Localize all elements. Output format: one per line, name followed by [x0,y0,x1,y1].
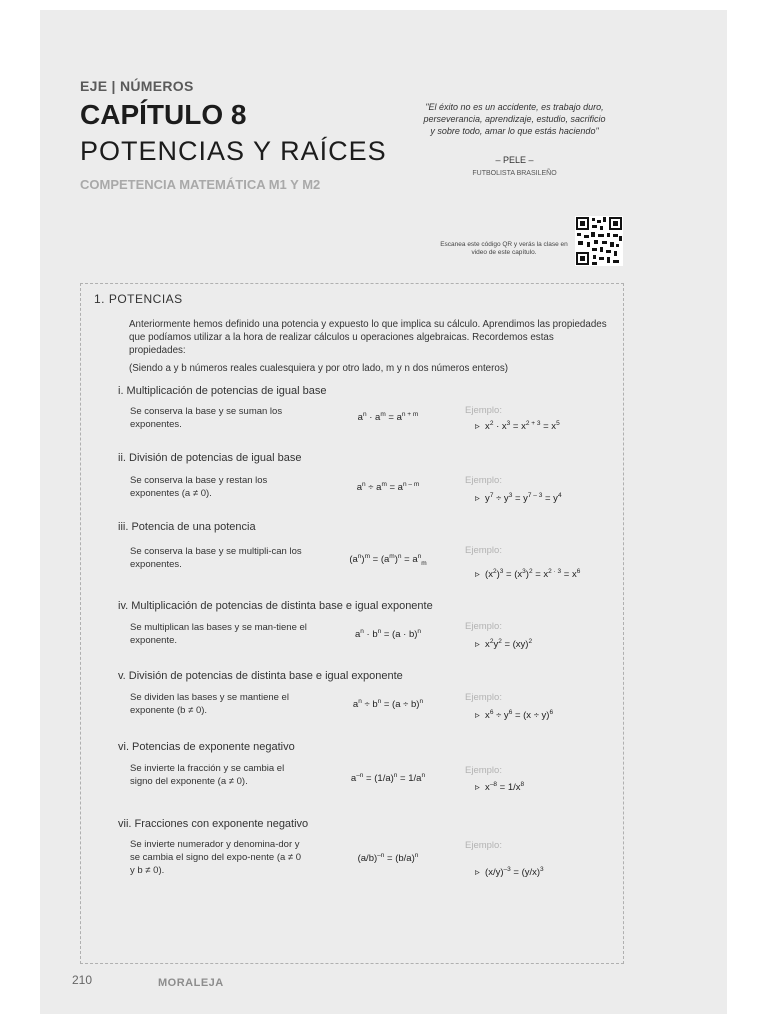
quote-author: – PELE – [495,155,534,165]
example-formula: ▹ $x^6 \div y^6 = (x \div y)^6$ [475,709,554,722]
example-label: Ejemplo: [465,475,502,486]
rule-description: Se dividen las bases y se mantiene el exponente (b ≠ 0). [130,692,289,716]
example-label: Ejemplo: [465,621,502,632]
qr-caption: Escanea este código QR y verás la clase en video de este capítulo. [440,241,568,256]
rule-formula: $a^n \cdot b^n = (a \cdot b)^n$ [354,628,422,641]
rule-description: Se invierte la fracción y se cambia el signo del exponente (a ≠ 0). [130,763,285,787]
example-formula: ▹ $(x/y)^{-3} = (y/x)^3$ [475,866,544,879]
rule-formula: $a^n \cdot a^m = a^{n + m}$ [357,411,419,424]
rule-title: v. División de potencias de distinta base e igual exponente [118,670,403,682]
example-formula: ▹ $(x^2)^3 = (x^3)^2 = x^{2 \cdot 3} = x^6$ [475,568,581,581]
rule-title: vi. Potencias de exponente negativo [118,741,295,753]
example-label: Ejemplo: [465,840,502,851]
rule-formula: $(a/b)^{-n} = (b/a)^n$ [357,852,419,865]
rule-description: Se conserva la base y se multipli-can los exponentes. [130,546,302,570]
rule-formula: $a^n \div b^n = (a \div b)^n$ [352,698,424,711]
rule-title: vii. Fracciones con exponente negativo [118,818,309,830]
example-label: Ejemplo: [465,545,502,556]
quote-text: "El éxito no es un accidente, es trabajo duro, perseverancia, aprendizaje, estudio, sacrificio y sobre todo, amar lo que estás haciendo" [423,102,606,136]
rule-title: ii. División de potencias de igual base [118,452,302,464]
rule-formula: $a^n \div a^m = a^{n - m}$ [356,481,420,494]
rule-title: iii. Potencia de una potencia [118,521,256,533]
rule-formula: $(a^n)^m = (a^m)^n = a^n_m$ [349,553,427,568]
rule-description: Se conserva la base y se suman los exponentes. [130,406,283,430]
example-label: Ejemplo: [465,765,502,776]
chapter-subtitle: POTENCIAS Y RAÍCES [80,136,387,166]
rule-description: Se conserva la base y restan los exponentes (a ≠ 0). [130,475,268,499]
rule-title: i. Multiplicación de potencias de igual base [118,385,327,397]
qr-code-icon[interactable] [575,216,623,266]
publisher-logo: MORALEJA [158,977,224,989]
example-formula: ▹ $x^2y^2 = (xy)^2$ [475,638,533,651]
section-title: 1. POTENCIAS [94,292,183,306]
section-note: (Siendo a y b números reales cualesquiera y por otro lado, m y n dos números enteros) [129,363,509,374]
section-intro: Anteriormente hemos definido una potencia y expuesto lo que implica su cálculo. Aprendimos las propiedades que podíamos utilizar a la hora de realizar cálculos u operaciones algebraicas. Recordemos estas propiedades: [129,319,607,356]
rule-description: Se invierte numerador y denomina-dor y se cambia el signo del expo-nente (a ≠ 0 y b ≠ 0). [130,839,302,876]
competency-label: COMPETENCIA MATEMÁTICA M1 Y M2 [80,177,321,192]
example-formula: ▹ $y^7 \div y^3 = y^{7 - 3} = y^4$ [475,492,562,505]
chapter-title: CAPÍTULO 8 [80,99,247,130]
rule-description: Se multiplican las bases y se man-tiene el exponente. [130,622,307,646]
axis-label: EJE | NÚMEROS [80,78,194,94]
example-formula: ▹ $x^2 \cdot x^3 = x^{2 + 3} = x^5$ [475,420,560,433]
rule-formula: $a^{-n} = (1/a)^n = 1/a^n$ [350,772,426,785]
example-label: Ejemplo: [465,692,502,703]
rule-title: iv. Multiplicación de potencias de distinta base e igual exponente [118,600,433,612]
quote-author-role: FUTBOLISTA BRASILEÑO [472,170,557,177]
example-formula: ▹ $x^{-8} = 1/x^8$ [475,781,525,794]
example-label: Ejemplo: [465,405,502,416]
page-number: 210 [72,973,93,987]
